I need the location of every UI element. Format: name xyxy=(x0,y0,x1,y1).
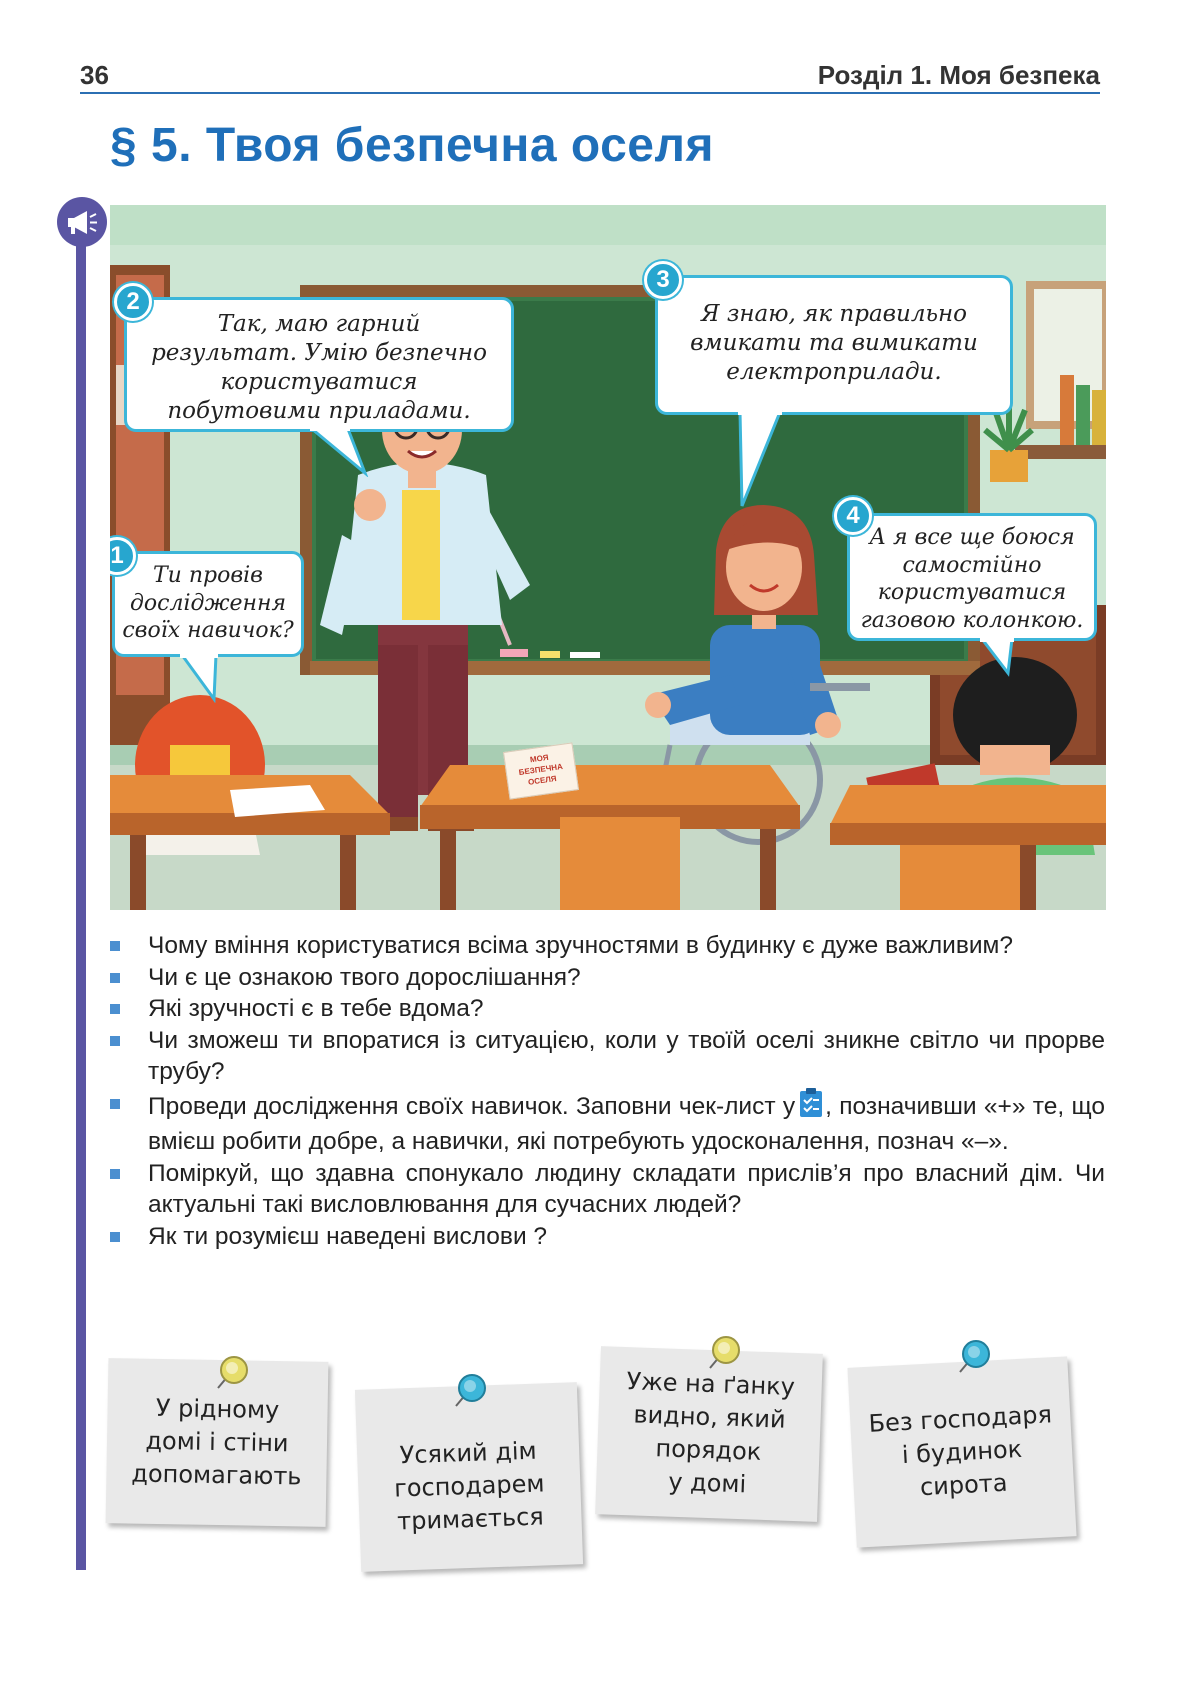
bubble-3-line-2: вмикати та вимикати xyxy=(690,329,978,356)
pushpin-icon xyxy=(446,1370,490,1414)
bullet-square xyxy=(110,941,120,951)
page-header xyxy=(80,58,1100,94)
bullet-square xyxy=(110,1232,120,1242)
desk-sign-line-1: МОЯ xyxy=(529,752,550,765)
question-item xyxy=(110,1221,1105,1253)
pushpin-icon xyxy=(208,1352,252,1396)
question-item xyxy=(110,930,1105,962)
note-4-line-1: Без господаря xyxy=(867,1399,1053,1438)
question-item xyxy=(110,962,1105,994)
question-item xyxy=(110,1158,1105,1221)
question-item xyxy=(110,993,1105,1025)
bubble-number-3: 3 xyxy=(644,261,682,299)
note-1-line-2: домі і стіни xyxy=(145,1426,289,1458)
note-2-line-2: господарем xyxy=(393,1468,545,1503)
section-title: Розділ 1. Моя безпека xyxy=(817,60,1100,90)
bubble-3-line-1: Я знаю, як правильно xyxy=(700,301,968,327)
bubble-4-line-3: користуватися xyxy=(877,580,1067,606)
note-4-line-3: сирота xyxy=(919,1468,1009,1501)
note-2-line-3: тримається xyxy=(396,1501,545,1536)
page-number: 36 xyxy=(80,60,109,90)
bubble-2-line-4: побутовими приладами. xyxy=(167,397,471,424)
side-bar xyxy=(76,222,86,1570)
chapter-title: § 5. Твоя безпечна оселя xyxy=(110,119,714,172)
bullet-square xyxy=(110,973,120,983)
question-text: Які зручності є в тебе вдома? xyxy=(148,995,484,1022)
bubble-3-tail xyxy=(730,410,790,510)
question-text: Чи є це ознакою твого дорослішання? xyxy=(148,963,581,991)
note-1-line-1: У рідному xyxy=(155,1393,280,1425)
note-4-line-2: і будинок xyxy=(901,1434,1023,1469)
pushpin-icon xyxy=(700,1332,744,1376)
note-3-line-2: видно, який xyxy=(633,1400,787,1434)
megaphone-icon xyxy=(57,197,107,247)
question-item xyxy=(110,1088,1105,1158)
pushpin-icon xyxy=(950,1336,994,1380)
bubble-4-line-1: А я все ще боюся xyxy=(869,525,1075,550)
note-3-line-4: у домі xyxy=(667,1467,747,1499)
question-text: Чому вміння користуватися всіма зручностями в будинку є дуже важливим? xyxy=(148,932,1013,959)
question-text: Як ти розумієш наведені вислови ? xyxy=(148,1222,548,1250)
bubble-number-2: 2 xyxy=(114,283,152,321)
bubble-4-tail xyxy=(980,637,1020,677)
speech-bubble-2 xyxy=(124,297,514,432)
bubble-1-tail xyxy=(180,653,230,703)
bubble-1-line-3: своїх навичок? xyxy=(122,618,294,644)
classroom-illustration xyxy=(110,205,1106,910)
bubble-4-line-2: самостійно xyxy=(902,552,1042,578)
proverb-note-4 xyxy=(847,1356,1076,1547)
question-text-after-icon: , позначивши «+» те, що вмієш робити добре, а навички, які потребують удосконалення, познач «–». xyxy=(148,1092,1105,1155)
bubble-2-tail xyxy=(310,427,370,477)
bubble-number-1: 1 xyxy=(110,537,136,575)
speech-bubble-4 xyxy=(847,513,1097,641)
bubble-1-line-1: Ти провів xyxy=(153,563,263,588)
speech-bubble-1 xyxy=(112,551,304,657)
desk-sign-line-2: БЕЗПЕЧНА xyxy=(518,761,564,778)
bullet-square xyxy=(110,1004,120,1014)
bubble-1-line-2: дослідження xyxy=(129,590,287,616)
checklist-icon xyxy=(799,1088,825,1127)
question-text: Поміркуй, що здавна спонукало людину складати прислів’я про власний дім. Чи актуальні такі висловлювання для сучасних людей? xyxy=(148,1159,1105,1218)
desk-sign-line-3: ОСЕЛЯ xyxy=(527,773,558,787)
bubble-4-line-4: газовою колонкою. xyxy=(860,608,1084,634)
speech-bubble-3 xyxy=(655,275,1013,415)
desk-sign xyxy=(503,742,579,799)
bubble-2-line-1: Так, маю гарний xyxy=(217,311,421,337)
bubble-2-line-2: результат. Умію безпечно xyxy=(151,339,487,366)
note-2-line-1: Усякий дім xyxy=(399,1436,538,1469)
bullet-square xyxy=(110,1169,120,1179)
note-3-line-1: Уже на ґанку xyxy=(626,1367,796,1401)
question-text-before-icon: Проведи дослідження своїх навичок. Заповни чек-лист у xyxy=(148,1092,796,1120)
bubble-2-line-3: користуватися xyxy=(220,368,418,395)
question-text: Чи зможеш ти впоратися із ситуацією, коли у твоїй оселі зникне світло чи прорве трубу? xyxy=(148,1026,1105,1085)
questions-list xyxy=(110,930,1105,1252)
bubble-3-line-3: електроприлади. xyxy=(726,358,942,385)
note-1-line-3: допомагають xyxy=(131,1459,302,1491)
bullet-square xyxy=(110,1036,120,1046)
note-3-line-3: порядок xyxy=(655,1434,762,1466)
bullet-square xyxy=(110,1099,120,1109)
question-item xyxy=(110,1025,1105,1088)
bubble-number-4: 4 xyxy=(834,497,872,535)
